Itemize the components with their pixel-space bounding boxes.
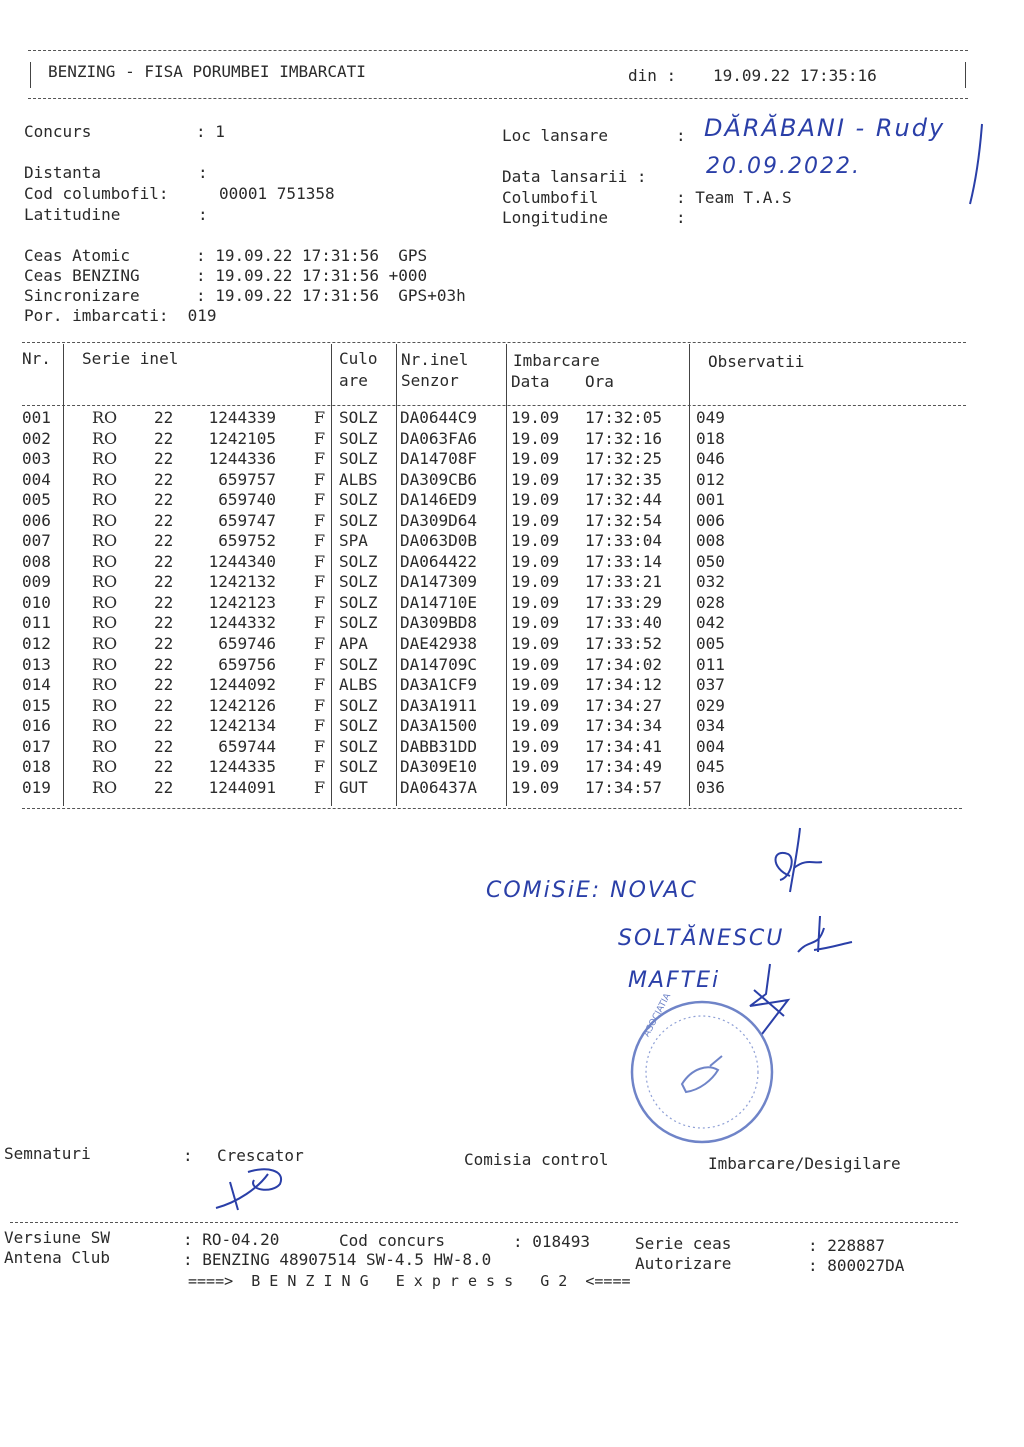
row-sensor: DA3A1CF9	[400, 675, 478, 695]
row-time: 17:34:12	[585, 675, 663, 695]
row-ring-number: 659744	[218, 736, 276, 756]
row-sensor: DA309E10	[400, 757, 478, 777]
ceas-benzing-label: Ceas BENZING	[24, 266, 150, 285]
table-row	[0, 591, 1024, 611]
table-row	[0, 712, 1024, 736]
row-sensor: DA309D64	[400, 510, 478, 530]
row-color: SOLZ	[339, 757, 378, 777]
cod-concurs-label: Cod concurs	[339, 1231, 445, 1250]
columbofil-value: : Team T.A.S	[676, 188, 792, 207]
antena-club-label: Antena Club	[4, 1248, 110, 1267]
latitudine-label: Latitudine	[24, 205, 121, 224]
loc-lansare-label: Loc lansare	[502, 126, 608, 145]
row-time: 17:33:40	[585, 613, 663, 633]
header-bottom-rule	[28, 98, 968, 99]
row-sensor: DA0644C9	[400, 408, 478, 427]
table-row	[0, 530, 1024, 550]
row-country: RO	[92, 510, 118, 530]
row-observation: 045	[696, 757, 725, 777]
row-sensor: DA3A1911	[400, 695, 478, 715]
row-color: SOLZ	[339, 408, 378, 427]
row-year: 22	[154, 428, 174, 448]
row-ring-number: 659747	[218, 510, 276, 530]
cod-columbofil-label: Cod columbofil:	[24, 184, 169, 203]
row-number: 002	[22, 428, 51, 448]
table-row	[0, 753, 1024, 777]
row-observation: 050	[696, 551, 725, 571]
row-country: RO	[92, 592, 118, 612]
row-ring-number: 1242105	[208, 428, 276, 448]
row-sex: F	[314, 572, 326, 592]
row-country: RO	[92, 675, 118, 695]
row-observation: 011	[696, 654, 725, 674]
row-time: 17:34:27	[585, 695, 663, 715]
row-sex: F	[314, 510, 326, 530]
row-date: 19.09	[511, 510, 560, 530]
row-number: 019	[22, 777, 51, 797]
row-color: SOLZ	[339, 695, 378, 715]
row-date: 19.09	[511, 777, 560, 797]
row-year: 22	[154, 757, 174, 777]
pigeon-table-body	[0, 408, 1024, 797]
row-country: RO	[92, 572, 118, 592]
row-sex: F	[314, 449, 326, 469]
sincronizare-value: : 19.09.22 17:31:56 GPS+03h	[196, 286, 466, 305]
row-observation: 034	[696, 716, 725, 736]
row-time: 17:33:21	[585, 572, 663, 592]
row-number: 017	[22, 736, 51, 756]
table-row	[0, 611, 1024, 631]
row-country: RO	[92, 551, 118, 571]
row-sensor: DA309BD8	[400, 613, 478, 633]
row-observation: 005	[696, 634, 725, 654]
table-header-rule	[22, 405, 966, 406]
row-date: 19.09	[511, 551, 560, 571]
row-sensor: DA064422	[400, 551, 478, 571]
row-observation: 036	[696, 777, 725, 797]
table-row	[0, 672, 1024, 695]
loc-lansare-sep: :	[676, 126, 686, 145]
row-color: SOLZ	[339, 613, 378, 633]
row-country: RO	[92, 408, 118, 427]
row-date: 19.09	[511, 592, 560, 612]
col-header-senzor: Senzor	[401, 371, 459, 390]
row-year: 22	[154, 408, 174, 427]
row-year: 22	[154, 634, 174, 654]
document-title: BENZING - FISA PORUMBEI IMBARCATI	[48, 62, 366, 81]
row-color: SOLZ	[339, 510, 378, 530]
col-header-nr: Nr.	[22, 349, 51, 368]
row-ring-number: 1244339	[208, 408, 276, 427]
row-sensor: DAE42938	[400, 634, 478, 654]
row-observation: 046	[696, 449, 725, 469]
row-number: 008	[22, 551, 51, 571]
row-observation: 006	[696, 510, 725, 530]
versiune-sw-label: Versiune SW	[4, 1228, 110, 1247]
row-country: RO	[92, 757, 118, 777]
row-date: 19.09	[511, 408, 560, 427]
row-observation: 037	[696, 675, 725, 695]
row-time: 17:34:49	[585, 757, 663, 777]
header-right-border	[965, 62, 966, 88]
row-date: 19.09	[511, 469, 560, 489]
row-year: 22	[154, 716, 174, 736]
row-country: RO	[92, 634, 118, 654]
col-header-imbarcare: Imbarcare	[513, 351, 600, 370]
table-row	[0, 652, 1024, 672]
row-date: 19.09	[511, 449, 560, 469]
benzing-express-banner: ====> B E N Z I N G E x p r e s s G 2 <====	[188, 1272, 631, 1290]
distanta-label: Distanta	[24, 163, 102, 182]
row-year: 22	[154, 675, 174, 695]
longitudine-value: :	[676, 208, 686, 227]
row-time: 17:32:25	[585, 449, 663, 469]
handwritten-data-lansarii: 20.09.2022.	[706, 154, 861, 179]
row-observation: 032	[696, 572, 725, 592]
row-country: RO	[92, 428, 118, 448]
signature-soltanescu	[790, 908, 860, 968]
row-time: 17:33:29	[585, 592, 663, 612]
row-time: 17:34:34	[585, 716, 663, 736]
row-number: 009	[22, 572, 51, 592]
cod-concurs-value: : 018493	[513, 1232, 591, 1251]
table-row	[0, 631, 1024, 654]
row-color: SPA	[339, 531, 368, 551]
row-sex: F	[314, 716, 326, 736]
row-year: 22	[154, 736, 174, 756]
concurs-value: : 1	[196, 122, 225, 141]
autorizare-value: : 800027DA	[808, 1256, 905, 1275]
row-time: 17:33:14	[585, 551, 663, 571]
row-year: 22	[154, 695, 174, 715]
row-country: RO	[92, 695, 118, 715]
col-header-culoare-1: Culo	[339, 349, 378, 368]
row-observation: 004	[696, 736, 725, 756]
footer-rule	[10, 1222, 958, 1223]
row-ring-number: 1244335	[208, 757, 276, 777]
col-header-nr-inel: Nr.inel	[401, 350, 469, 369]
row-sensor: DA063D0B	[400, 531, 478, 551]
row-ring-number: 659740	[218, 490, 276, 510]
row-number: 004	[22, 469, 51, 489]
serie-ceas-label: Serie ceas	[635, 1234, 732, 1253]
row-observation: 042	[696, 613, 725, 633]
row-ring-number: 659756	[218, 654, 276, 674]
cod-columbofil-value: 00001 751358	[219, 184, 335, 203]
row-color: SOLZ	[339, 736, 378, 756]
table-top-rule	[22, 342, 966, 343]
versiune-sw-value: : RO-04.20	[183, 1230, 280, 1249]
row-sensor: DA14709C	[400, 654, 478, 674]
row-time: 17:32:05	[585, 408, 663, 427]
latitudine-value: :	[198, 205, 208, 224]
row-time: 17:32:16	[585, 428, 663, 448]
row-color: SOLZ	[339, 449, 378, 469]
table-row	[0, 773, 1024, 797]
row-sensor: DA309CB6	[400, 469, 478, 489]
semnaturi-label: Semnaturi	[4, 1144, 91, 1163]
row-observation: 049	[696, 408, 725, 427]
row-ring-number: 659757	[218, 469, 276, 489]
row-observation: 029	[696, 695, 725, 715]
imbarcare-desigilare-label: Imbarcare/Desigilare	[708, 1154, 901, 1173]
row-ring-number: 1244332	[208, 613, 276, 633]
col-header-data: Data	[511, 372, 550, 391]
row-color: SOLZ	[339, 716, 378, 736]
row-ring-number: 1244091	[208, 777, 276, 797]
row-sex: F	[314, 613, 326, 633]
row-sex: F	[314, 634, 326, 654]
data-lansarii-label: Data lansarii :	[502, 167, 647, 186]
row-sex: F	[314, 654, 326, 674]
row-year: 22	[154, 777, 174, 797]
row-sex: F	[314, 531, 326, 551]
row-sex: F	[314, 490, 326, 510]
row-date: 19.09	[511, 654, 560, 674]
row-ring-number: 1242134	[208, 716, 276, 736]
row-time: 17:32:35	[585, 469, 663, 489]
row-ring-number: 1244336	[208, 449, 276, 469]
handwritten-bracket-stroke	[960, 120, 990, 210]
row-year: 22	[154, 592, 174, 612]
table-bottom-rule	[22, 808, 962, 809]
crescator-label: Crescator	[217, 1146, 304, 1165]
concurs-label: Concurs	[24, 122, 92, 141]
header-left-border	[30, 62, 31, 88]
sincronizare-label: Sincronizare	[24, 286, 150, 305]
row-country: RO	[92, 531, 118, 551]
columbofil-label: Columbofil	[502, 188, 599, 207]
row-number: 012	[22, 634, 51, 654]
row-country: RO	[92, 736, 118, 756]
row-date: 19.09	[511, 572, 560, 592]
handwritten-loc-lansare: DĂRĂBANI - Rudy	[704, 114, 946, 142]
comisia-control-label: Comisia control	[464, 1150, 609, 1169]
signature-crescator	[208, 1160, 298, 1220]
row-ring-number: 1242123	[208, 592, 276, 612]
row-number: 013	[22, 654, 51, 674]
row-sex: F	[314, 551, 326, 571]
ceas-atomic-label: Ceas Atomic	[24, 246, 150, 265]
row-ring-number: 659746	[218, 634, 276, 654]
handwritten-member-soltanescu: SOLTĂNESCU	[618, 926, 785, 951]
row-observation: 008	[696, 531, 725, 551]
signature-novac	[750, 818, 840, 898]
col-header-observatii: Observatii	[708, 352, 805, 371]
row-color: SOLZ	[339, 654, 378, 674]
table-row	[0, 692, 1024, 715]
row-sensor: DA14710E	[400, 592, 478, 612]
row-number: 007	[22, 531, 51, 551]
row-sex: F	[314, 777, 326, 797]
table-row	[0, 449, 1024, 469]
row-observation: 001	[696, 490, 725, 510]
row-number: 011	[22, 613, 51, 633]
row-ring-number: 1242132	[208, 572, 276, 592]
row-color: GUT	[339, 777, 368, 797]
row-time: 17:32:44	[585, 490, 663, 510]
row-sex: F	[314, 757, 326, 777]
row-sex: F	[314, 675, 326, 695]
row-date: 19.09	[511, 695, 560, 715]
row-number: 015	[22, 695, 51, 715]
row-country: RO	[92, 469, 118, 489]
row-number: 001	[22, 408, 51, 427]
row-sensor: DA146ED9	[400, 490, 478, 510]
row-time: 17:33:52	[585, 634, 663, 654]
row-date: 19.09	[511, 531, 560, 551]
row-time: 17:34:57	[585, 777, 663, 797]
stamp-text: ASOCIATIA	[642, 991, 674, 1039]
row-number: 010	[22, 592, 51, 612]
row-ring-number: 1244340	[208, 551, 276, 571]
row-sex: F	[314, 408, 326, 427]
col-header-culoare-2: are	[339, 371, 368, 390]
header-top-rule	[28, 50, 968, 51]
row-time: 17:32:54	[585, 510, 663, 530]
row-date: 19.09	[511, 736, 560, 756]
row-sex: F	[314, 469, 326, 489]
antena-club-value: : BENZING 48907514 SW-4.5 HW-8.0	[183, 1250, 492, 1269]
row-sensor: DA14708F	[400, 449, 478, 469]
row-observation: 018	[696, 428, 725, 448]
row-ring-number: 659752	[218, 531, 276, 551]
row-sex: F	[314, 736, 326, 756]
table-row	[0, 570, 1024, 590]
row-number: 016	[22, 716, 51, 736]
ceas-benzing-value: : 19.09.22 17:31:56 +000	[196, 266, 428, 285]
ceas-atomic-value: : 19.09.22 17:31:56 GPS	[196, 246, 428, 265]
row-ring-number: 1244092	[208, 675, 276, 695]
row-number: 006	[22, 510, 51, 530]
row-color: SOLZ	[339, 572, 378, 592]
row-ring-number: 1242126	[208, 695, 276, 715]
row-date: 19.09	[511, 757, 560, 777]
row-sex: F	[314, 592, 326, 612]
autorizare-label: Autorizare	[635, 1254, 732, 1273]
row-color: SOLZ	[339, 490, 378, 510]
row-date: 19.09	[511, 634, 560, 654]
row-country: RO	[92, 613, 118, 633]
row-date: 19.09	[511, 490, 560, 510]
row-time: 17:33:04	[585, 531, 663, 551]
table-row	[0, 509, 1024, 529]
distanta-value: :	[198, 163, 208, 182]
row-date: 19.09	[511, 613, 560, 633]
row-sensor: DA147309	[400, 572, 478, 592]
row-year: 22	[154, 572, 174, 592]
row-color: SOLZ	[339, 592, 378, 612]
row-color: ALBS	[339, 469, 378, 489]
row-number: 005	[22, 490, 51, 510]
row-number: 003	[22, 449, 51, 469]
col-header-ora: Ora	[585, 372, 614, 391]
row-date: 19.09	[511, 428, 560, 448]
row-year: 22	[154, 490, 174, 510]
semnaturi-sep: :	[183, 1146, 193, 1165]
row-sex: F	[314, 428, 326, 448]
row-country: RO	[92, 490, 118, 510]
table-row	[0, 469, 1024, 489]
col-header-serie-inel: Serie inel	[82, 349, 179, 368]
row-number: 014	[22, 675, 51, 695]
row-color: APA	[339, 634, 368, 654]
print-date-label: din :	[628, 66, 677, 85]
row-year: 22	[154, 469, 174, 489]
row-time: 17:34:41	[585, 736, 663, 756]
row-country: RO	[92, 777, 118, 797]
row-sensor: DABB31DD	[400, 736, 478, 756]
row-country: RO	[92, 716, 118, 736]
row-sensor: DA06437A	[400, 777, 478, 797]
row-time: 17:34:02	[585, 654, 663, 674]
row-observation: 012	[696, 469, 725, 489]
row-number: 018	[22, 757, 51, 777]
handwritten-member-maftei: MAFTEi	[628, 968, 721, 993]
table-row	[0, 408, 1024, 428]
row-year: 22	[154, 551, 174, 571]
row-color: SOLZ	[339, 428, 378, 448]
longitudine-label: Longitudine	[502, 208, 608, 227]
row-year: 22	[154, 449, 174, 469]
row-year: 22	[154, 654, 174, 674]
print-date-value: 19.09.22 17:35:16	[713, 66, 877, 85]
row-observation: 028	[696, 592, 725, 612]
porumbei-imbarcati-label: Por. imbarcati:	[24, 306, 169, 325]
row-country: RO	[92, 449, 118, 469]
row-country: RO	[92, 654, 118, 674]
table-row	[0, 550, 1024, 570]
row-sensor: DA3A1500	[400, 716, 478, 736]
row-date: 19.09	[511, 675, 560, 695]
serie-ceas-value: : 228887	[808, 1236, 886, 1255]
handwritten-comisie: COMiSiE: NOVAC	[486, 878, 698, 903]
row-year: 22	[154, 510, 174, 530]
table-row	[0, 733, 1024, 756]
row-date: 19.09	[511, 716, 560, 736]
row-year: 22	[154, 531, 174, 551]
row-sensor: DA063FA6	[400, 428, 478, 448]
row-color: SOLZ	[339, 551, 378, 571]
table-row	[0, 489, 1024, 509]
porumbei-imbarcati-value: 019	[178, 306, 217, 325]
table-row	[0, 428, 1024, 448]
row-color: ALBS	[339, 675, 378, 695]
row-sex: F	[314, 695, 326, 715]
row-year: 22	[154, 613, 174, 633]
